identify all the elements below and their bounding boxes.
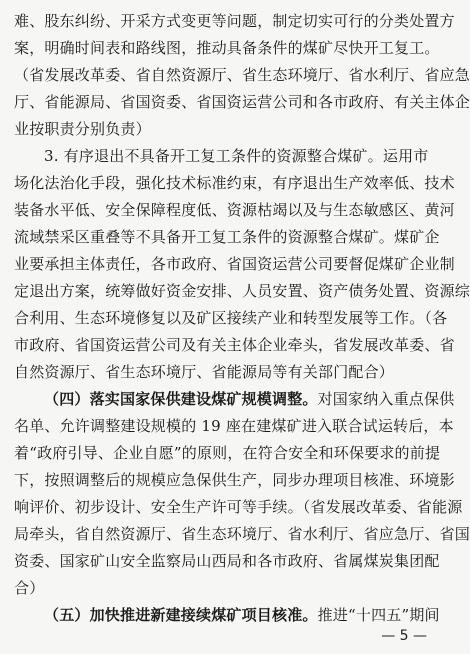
text-line: 厅、省能源局、省国资委、省国资运营公司和各市政府、有关主体企 [14,93,470,111]
text-line: 3. 有序退出不具备开工复工条件的资源整合煤矿。运用市 [44,147,429,165]
text-line: 名单、允许调整建设规模的 19 座在建煤矿进入联合试运转后，本 [14,417,454,435]
text-line: 下，按照调整后的规模应急保供生产，同步办理项目核准、环境影 [14,471,455,489]
section-heading: （五）加快推进新建接续煤矿项目核准。 [44,606,318,624]
text-line: 合） [14,579,45,597]
text-line: 局牵头，省自然资源厅、省生态环境厅、省水利厅、省应急厅、省国 [14,525,470,543]
text-line: 市政府、省国资运营公司及有关主体企业牵头，省发展改革委、省 [14,336,455,354]
text-line: 定退出方案，统筹做好资金安排、人员安置、资产债务处置、资源综 [14,282,470,300]
text-line: 响评价、初步设计、安全生产许可等手续。（省发展改革委、省能源 [14,498,463,516]
section-heading: （四）落实国家保供建设煤矿规模调整。 [44,390,318,408]
section-heading-line [14,602,440,629]
text-line: 场化法治化手段，强化技术标准约束，有序退出生产效率低、技术 [14,174,455,192]
text-line: 业要承担主体责任，各市政府、省国资运营公司要督促煤矿企业制 [14,255,455,273]
text-line: 流域禁采区重叠等不具备开工复工条件的资源整合煤矿。煤矿企 [14,228,440,246]
text-line: 合利用、生态环境修复以及矿区接续产业和转型发展等工作。（各 [14,309,448,327]
page-number: — 5 — [381,628,427,644]
text-line: 资委、国家矿山安全监察局山西局和各市政府、省属煤炭集团配 [14,552,440,570]
text-line: 自然资源厅、省生态环境厅、省能源局等有关部门配合） [14,363,395,381]
text-line: 业按职责分别负责） [14,120,151,138]
text-line: （省发展改革委、省自然资源厅、省生态环境厅、省水利厅、省应急 [14,66,470,84]
text-line: 着“政府引导、企业自愿”的原则，在符合安全和环保要求的前提 [14,444,441,462]
section-heading-line [14,386,455,413]
text-line: 案，明确时间表和路线图，推动具备条件的煤矿尽快开工复工。 [14,39,440,57]
text-line: 装备水平低、安全保障程度低、资源枯竭以及与生态敏感区、黄河 [14,201,455,219]
text-span: 推进“十四五”期间 [317,606,440,624]
text-line: 难、股东纠纷、开采方式变更等问题，制定切实可行的分类处置方 [14,12,455,30]
text-span: 对国家纳入重点保供 [317,390,455,408]
